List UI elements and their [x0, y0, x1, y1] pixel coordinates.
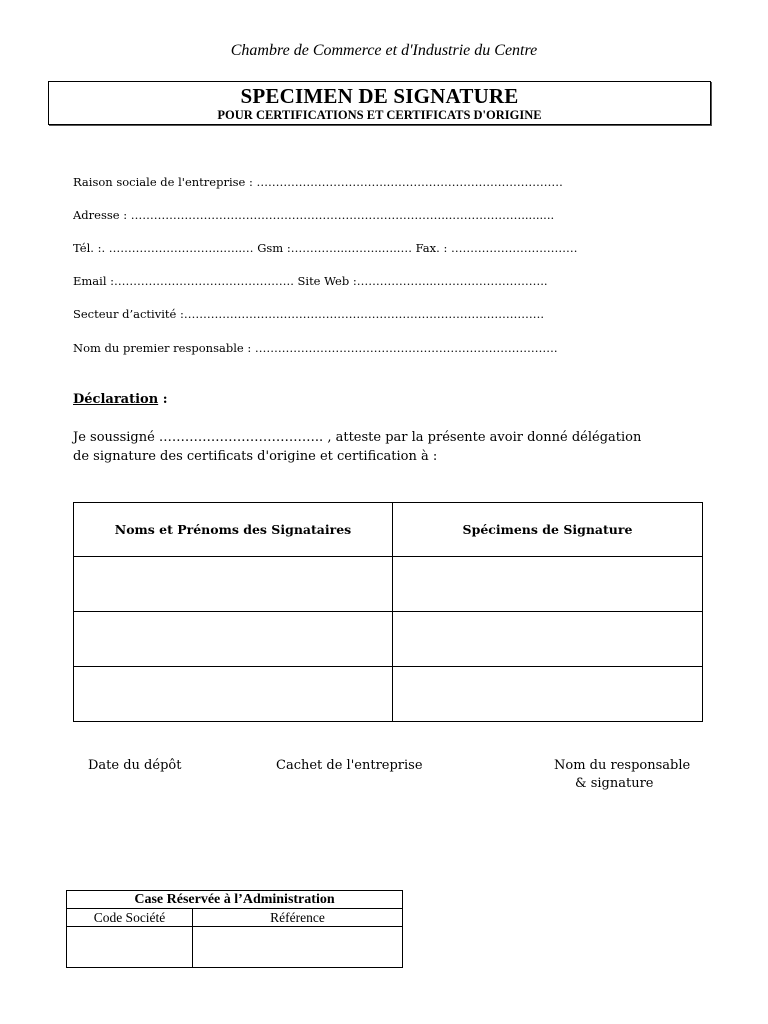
- organization-name: Chambre de Commerce et d'Industrie du Centre: [230, 42, 538, 59]
- signatories-header-row: [74, 503, 703, 557]
- nom-responsable-label: Nom du responsable: [554, 758, 691, 773]
- signature-specimen-cell[interactable]: [393, 667, 703, 722]
- field-tel-gsm-fax[interactable]: Tél. :. ………………………...…..… Gsm :…………...……...…..… Fax. : ……………………………: [73, 241, 578, 255]
- declaration-heading-text: Déclaration: [73, 392, 159, 407]
- declaration-heading-colon: :: [158, 392, 168, 407]
- cachet-label: Cachet de l'entreprise: [276, 758, 423, 773]
- table-row: [74, 557, 703, 612]
- table-row: [74, 667, 703, 722]
- admin-box-title: Case Réservée à l’Administration: [67, 891, 403, 909]
- admin-col-code-societe: Code Société: [67, 909, 193, 927]
- reference-cell[interactable]: [193, 927, 403, 968]
- header-signature-specimens: Spécimens de Signature: [393, 503, 703, 557]
- admin-title-row: [67, 891, 403, 909]
- signatory-name-cell[interactable]: [74, 557, 393, 612]
- declaration-line-1: Je soussigné ……………………………….. , atteste par la présente avoir donné délégation: [73, 430, 642, 445]
- document-title: SPECIMEN DE SIGNATURE: [240, 84, 519, 108]
- field-email-site-web[interactable]: Email :……………………………………….. Site Web :………………...………………………..: [73, 274, 548, 288]
- signatories-table: [73, 502, 703, 722]
- admin-col-reference: Référence: [193, 909, 403, 927]
- field-adresse[interactable]: Adresse : ………………………………………………………………………...……………….........: [73, 208, 555, 222]
- signatory-name-cell[interactable]: [74, 612, 393, 667]
- field-raison-sociale[interactable]: Raison sociale de l'entreprise : ……………………………..………………………………………: [73, 175, 563, 189]
- title-box: [48, 81, 711, 125]
- declaration-line-2: de signature des certificats d'origine et certification à :: [73, 449, 438, 464]
- code-societe-cell[interactable]: [67, 927, 193, 968]
- admin-header-row: [67, 909, 403, 927]
- declaration-text: [73, 428, 713, 466]
- admin-reserved-box: [66, 890, 403, 968]
- date-depot-label: Date du dépôt: [88, 758, 182, 773]
- field-secteur-activite[interactable]: Secteur d’activité :………………………………………………………………………………….: [73, 307, 545, 321]
- admin-value-row: [67, 927, 403, 968]
- signature-specimen-cell[interactable]: [393, 612, 703, 667]
- signature-specimen-cell[interactable]: [393, 557, 703, 612]
- document-subtitle: POUR CERTIFICATIONS ET CERTIFICATS D'ORIGINE: [217, 108, 542, 122]
- signatory-name-cell[interactable]: [74, 667, 393, 722]
- header-signatory-names: Noms et Prénoms des Signataires: [74, 503, 393, 557]
- declaration-heading: [73, 392, 168, 407]
- signature-label: & signature: [575, 776, 654, 791]
- table-row: [74, 612, 703, 667]
- field-premier-responsable[interactable]: Nom du premier responsable : …………………………………………………………………….: [73, 341, 558, 355]
